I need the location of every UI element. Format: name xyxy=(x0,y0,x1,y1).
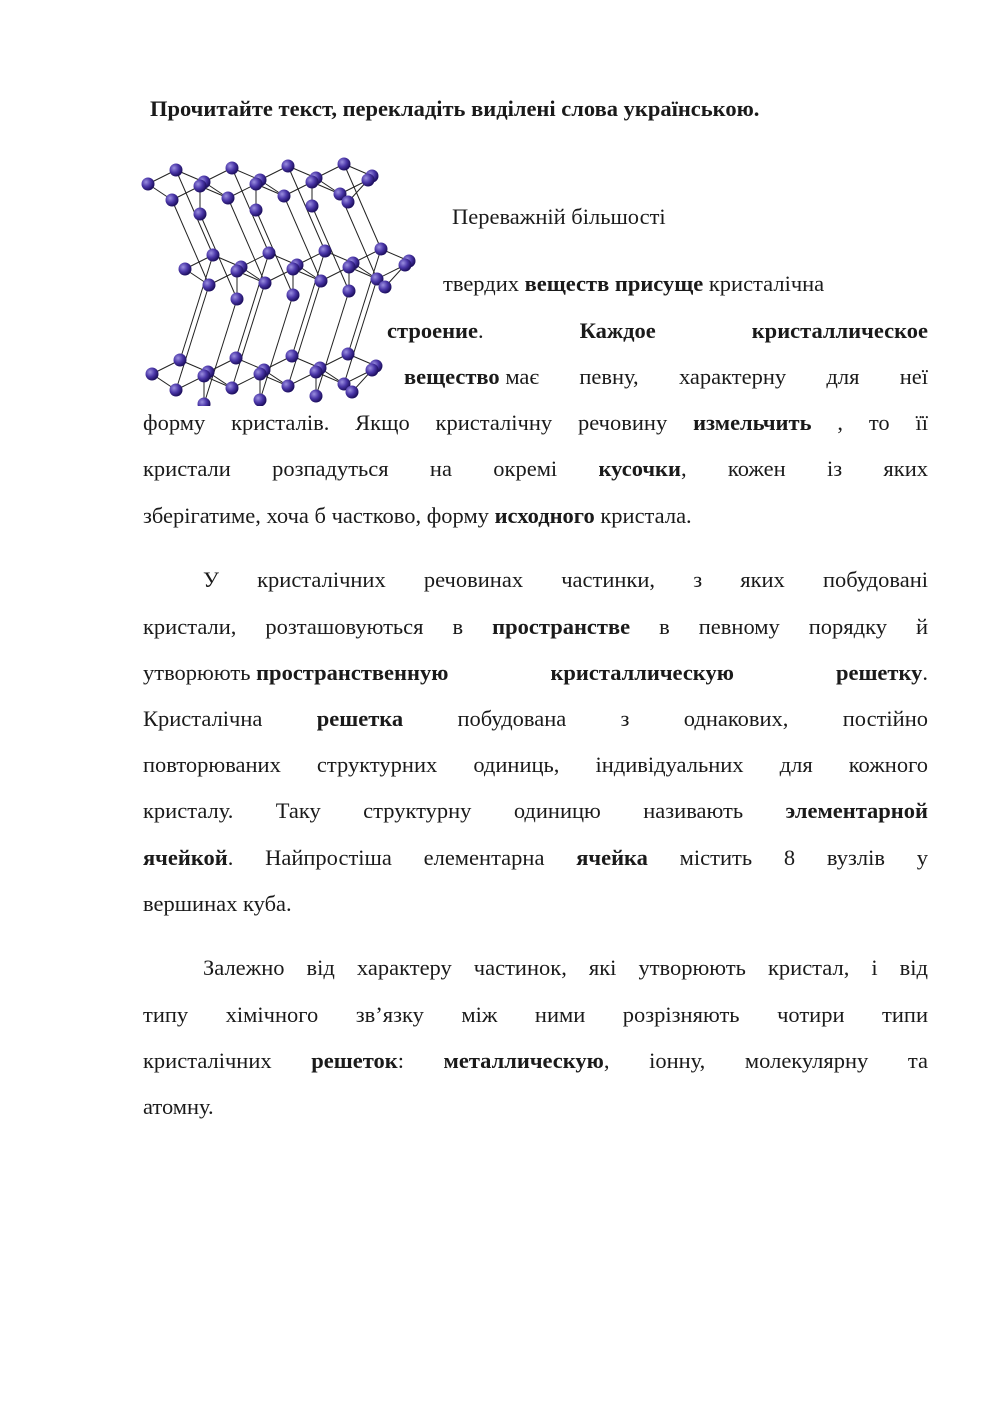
paragraph-2-line-5 xyxy=(143,750,928,780)
paragraph-1-line-5 xyxy=(143,408,928,438)
lattice-atom xyxy=(399,259,412,272)
text: типу хімічного зв’язку між ними розрізняють чотири типи xyxy=(143,1002,928,1027)
lattice-atom xyxy=(230,352,243,365)
highlighted-word: металлическую xyxy=(443,1048,604,1073)
lattice-atom xyxy=(379,281,392,294)
text: У кристалічних речовинах частинки, з яких побудовані xyxy=(203,567,928,592)
text: : xyxy=(397,1048,444,1073)
highlighted-word: ячейка xyxy=(576,845,648,870)
text: . Найпростіша елементарна xyxy=(227,845,577,870)
lattice-atom xyxy=(250,178,263,191)
text: для xyxy=(826,364,860,389)
lattice-atom xyxy=(282,380,295,393)
paragraph-3-line-3 xyxy=(143,1046,928,1076)
lattice-atom xyxy=(231,265,244,278)
lattice-atom xyxy=(282,160,295,173)
crystal-lattice-icon xyxy=(140,146,430,406)
text: . xyxy=(922,660,928,685)
lattice-atom xyxy=(170,384,183,397)
text: неї xyxy=(899,364,928,389)
highlighted-word: вещество xyxy=(404,364,500,389)
lattice-atom xyxy=(179,263,192,276)
lattice-atom xyxy=(198,370,211,383)
lattice-atom xyxy=(254,368,267,381)
text: , то її xyxy=(811,410,928,435)
lattice-atom xyxy=(343,285,356,298)
lattice-atom xyxy=(222,192,235,205)
page-title: Прочитайте текст, перекладіть виділені слова українською. xyxy=(150,96,760,121)
text: кристалічних xyxy=(143,1048,312,1073)
text: зберігатиме, хоча б частково, форму xyxy=(143,503,495,528)
text: кристалічна xyxy=(703,271,825,296)
highlighted-word: пространственную xyxy=(256,660,449,685)
text: кристали розпадуться на окремі xyxy=(143,456,599,481)
paragraph-2-line-2 xyxy=(143,612,928,642)
lattice-atom xyxy=(342,348,355,361)
lattice-atom xyxy=(319,245,332,258)
lattice-atom xyxy=(375,243,388,256)
text: кристали, розташовуються в xyxy=(143,614,493,639)
paragraph-1-line-1 xyxy=(452,202,666,232)
text: твердих xyxy=(443,271,525,296)
text: в певному порядку й xyxy=(630,614,929,639)
text: побудована з однакових, постійно xyxy=(403,706,928,731)
highlighted-word: строение xyxy=(387,318,478,343)
lattice-atom xyxy=(226,382,239,395)
text: має xyxy=(499,364,540,389)
lattice-atom xyxy=(254,394,267,407)
lattice-atom xyxy=(346,386,359,399)
highlighted-word: элементарной xyxy=(785,798,928,823)
lattice-atom xyxy=(366,364,379,377)
text: повторюваних структурних одиниць, індивідуальних для кожного xyxy=(143,752,928,777)
text: кристала. xyxy=(594,503,692,528)
lattice-atom xyxy=(310,366,323,379)
text: вершинах куба. xyxy=(143,891,292,916)
text: атомну. xyxy=(143,1094,214,1119)
lattice-atom xyxy=(203,279,216,292)
paragraph-1-line-7 xyxy=(143,501,692,531)
lattice-atom xyxy=(194,208,207,221)
lattice-atom xyxy=(315,275,328,288)
paragraph-2-line-6 xyxy=(143,796,928,826)
text: , іонну, молекулярну та xyxy=(603,1048,928,1073)
lattice-atom xyxy=(306,176,319,189)
text: характерну xyxy=(678,364,787,389)
paragraph-1-line-6 xyxy=(143,454,928,484)
highlighted-word: решеток xyxy=(311,1048,398,1073)
lattice-atom xyxy=(287,289,300,302)
lattice-atom xyxy=(207,249,220,262)
lattice-atom xyxy=(362,174,375,187)
lattice-atom xyxy=(259,277,272,290)
highlighted-word: кусочки xyxy=(598,456,681,481)
text: , кожен із яких xyxy=(680,456,929,481)
paragraph-2-line-3 xyxy=(143,658,928,688)
text: Кристалічна xyxy=(143,706,317,731)
lattice-atom xyxy=(166,194,179,207)
lattice-atom xyxy=(343,261,356,274)
text: Залежно від характеру частинок, які утворюють кристал, і від xyxy=(203,955,928,980)
lattice-atom xyxy=(170,164,183,177)
highlighted-word: кристаллическое xyxy=(751,318,928,343)
text: . xyxy=(477,318,484,343)
lattice-atom xyxy=(310,390,323,403)
lattice-atom xyxy=(306,200,319,213)
lattice-atom xyxy=(198,398,211,407)
paragraph-1-line-2 xyxy=(443,269,824,299)
paragraph-1-line-4 xyxy=(404,362,928,392)
lattice-atom xyxy=(342,196,355,209)
paragraph-3-line-1 xyxy=(203,953,928,983)
paragraph-1-line-3 xyxy=(387,316,928,346)
highlighted-word: кристаллическую xyxy=(550,660,734,685)
paragraph-3-line-4 xyxy=(143,1092,214,1122)
highlighted-word: исходного xyxy=(494,503,595,528)
lattice-atom xyxy=(263,247,276,260)
text: кристалу. Таку структурну одиницю називають xyxy=(143,798,786,823)
lattice-atom xyxy=(278,190,291,203)
paragraph-2-line-7 xyxy=(143,843,928,873)
lattice-atom xyxy=(338,158,351,171)
paragraph-2-line-8 xyxy=(143,889,292,919)
lattice-atom xyxy=(194,180,207,193)
lattice-atom xyxy=(226,162,239,175)
lattice-atom xyxy=(142,178,155,191)
highlighted-word: Каждое xyxy=(579,318,656,343)
text: форму кристалів. Якщо кристалічну речовину xyxy=(143,410,694,435)
highlighted-word: веществ присуще xyxy=(524,271,704,296)
highlighted-word: решетка xyxy=(316,706,404,731)
lattice-atom xyxy=(286,350,299,363)
highlighted-word: пространстве xyxy=(492,614,631,639)
paragraph-2-line-4 xyxy=(143,704,928,734)
text: Переважній більшості xyxy=(452,204,666,229)
lattice-atom xyxy=(250,204,263,217)
text: містить 8 вузлів у xyxy=(647,845,928,870)
text: утворюють xyxy=(143,660,257,685)
highlighted-word: решетку xyxy=(835,660,923,685)
highlighted-word: ячейкой xyxy=(143,845,228,870)
text: певну, xyxy=(579,364,639,389)
paragraph-3-line-2 xyxy=(143,1000,928,1030)
lattice-atom xyxy=(174,354,187,367)
lattice-atom xyxy=(146,368,159,381)
lattice-atom xyxy=(287,263,300,276)
highlighted-word: измельчить xyxy=(693,410,812,435)
lattice-atom xyxy=(231,293,244,306)
paragraph-2-line-1 xyxy=(203,565,928,595)
